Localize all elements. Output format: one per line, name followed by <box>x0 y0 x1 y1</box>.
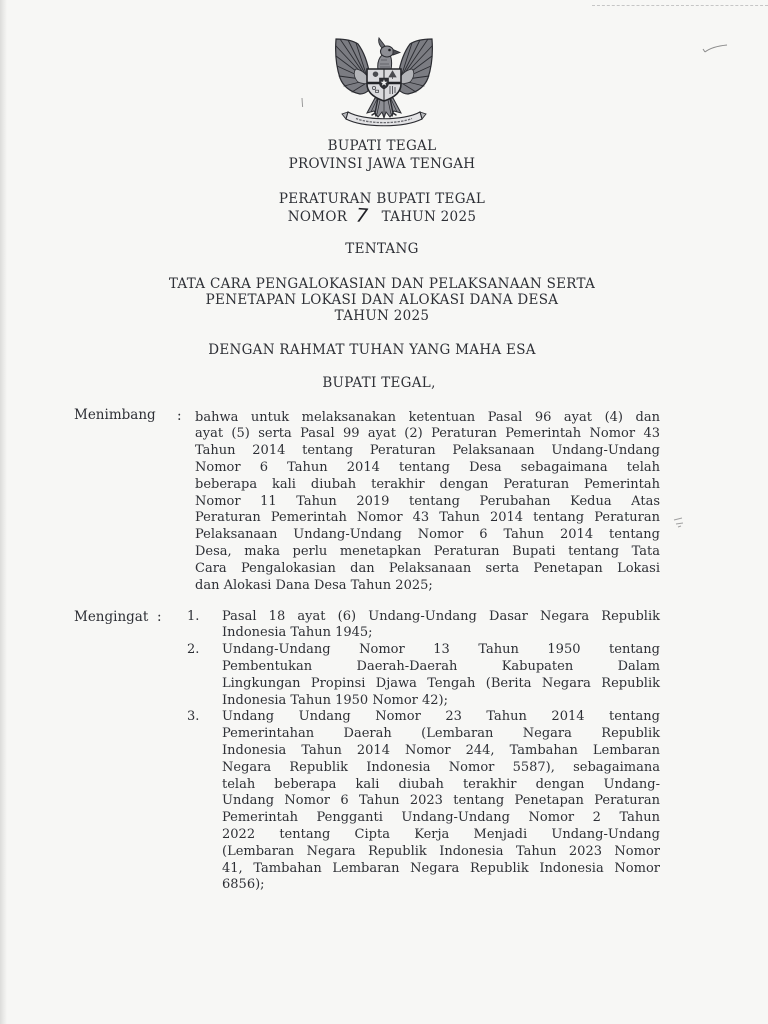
menimbang-line: Nomor 6 Tahun 2014 tentang Desa sebagaimana telah <box>195 459 660 475</box>
emblem-wing-left <box>336 39 370 94</box>
handwritten-number: 7 <box>355 204 370 228</box>
mengingat-line: Pemerintahan Daerah (Lembaran Negara Republik <box>222 726 660 742</box>
garuda-pancasila-emblem <box>334 36 434 128</box>
menimbang-line: Peraturan Pemerintah Nomor 43 Tahun 2014 tentang Peraturan <box>195 510 660 526</box>
scan-mark-side <box>672 514 686 530</box>
mengingat-line: Indonesia Tahun 1950 Nomor 42); <box>222 692 449 708</box>
mengingat-line: 41, Tambahan Lembaran Negara Republik Indonesia Nomor <box>222 860 660 876</box>
emblem-wing-right <box>398 39 432 94</box>
issuer: BUPATI TEGAL <box>327 138 437 154</box>
menimbang-paragraph <box>195 410 660 595</box>
item-text <box>222 609 660 643</box>
mengingat-line: Pemerintah Pengganti Undang-Undang Nomor 2 Tahun <box>222 810 660 826</box>
menimbang-colon: : <box>177 408 182 424</box>
item-text <box>222 642 660 709</box>
menimbang-line: dan Alokasi Dana Desa Tahun 2025; <box>195 577 433 593</box>
regulation-heading <box>0 191 768 228</box>
menimbang-label: Menimbang <box>74 407 156 423</box>
menimbang-line: Desa, maka perlu menetapkan Peraturan Bupati tentang Tata <box>195 543 660 559</box>
scan-mark-tick <box>700 40 730 56</box>
scan-mark-dot <box>299 97 305 109</box>
mengingat-line: (Lembaran Negara Republik Indonesia Tahun 2023 Nomor <box>222 843 660 859</box>
mengingat-line: Undang-Undang Nomor 13 Tahun 1950 tentang <box>222 642 660 658</box>
mengingat-line: Indonesia Tahun 1945; <box>222 625 373 641</box>
regulation-title <box>0 276 768 324</box>
year-label: TAHUN 2025 <box>381 209 477 225</box>
mengingat-line: Undang Nomor 6 Tahun 2023 tentang Penetapan Peraturan <box>222 793 660 809</box>
scan-mark-top <box>592 5 768 6</box>
menimbang-line: bahwa untuk melaksanakan ketentuan Pasal 96 ayat (4) dan <box>195 409 660 425</box>
menimbang-line: Nomor 11 Tahun 2019 tentang Perubahan Kedua Atas <box>195 493 660 509</box>
mengingat-line: Negara Republik Indonesia Nomor 5587), sebagaimana <box>222 759 660 775</box>
regulation-type: PERATURAN BUPATI TEGAL <box>278 191 486 207</box>
menimbang-line: Pelaksanaan Undang-Undang Nomor 6 Tahun 2014 tentang <box>195 527 660 543</box>
title-line: TATA CARA PENGALOKASIAN DAN PELAKSANAAN SERTA <box>168 276 596 292</box>
menimbang-line: ayat (5) serta Pasal 99 ayat (2) Peraturan Pemerintah Nomor 43 <box>195 426 660 442</box>
mengingat-line: 6856); <box>222 877 265 893</box>
emblem-neck-head <box>378 38 400 70</box>
mengingat-line: 2022 tentang Cipta Kerja Menjadi Undang-Undang <box>222 826 660 842</box>
item-number: 3. <box>187 709 200 725</box>
regulation-number-line <box>0 204 764 228</box>
mengingat-line: Lingkungan Propinsi Djawa Tengah (Berita Negara Republik <box>222 675 660 691</box>
menimbang-line: beberapa kali diubah terakhir dengan Peraturan Pemerintah <box>195 476 660 492</box>
emblem-shield <box>367 69 401 101</box>
title-line: TAHUN 2025 <box>334 308 430 324</box>
mengingat-item <box>187 642 660 709</box>
mengingat-line: Pembentukan Daerah-Daerah Kabupaten Dalam <box>222 658 660 674</box>
signatory: BUPATI TEGAL, <box>322 375 436 391</box>
mengingat-list <box>187 609 660 895</box>
menimbang-line: Cara Pengalokasian dan Pelaksanaan serta Penetapan Lokasi <box>195 560 660 576</box>
mengingat-item <box>187 709 660 894</box>
mengingat-colon: : <box>157 608 162 625</box>
item-text <box>222 709 660 894</box>
item-number: 1. <box>187 608 200 624</box>
preamble: DENGAN RAHMAT TUHAN YANG MAHA ESA <box>208 342 536 358</box>
mengingat-item <box>187 609 660 643</box>
mengingat-line: telah beberapa kali diubah terakhir dengan Undang- <box>222 776 660 792</box>
about-label: TENTANG <box>345 241 419 257</box>
number-label: NOMOR <box>287 209 348 225</box>
mengingat-label: Mengingat <box>74 608 149 625</box>
title-line: PENETAPAN LOKASI DAN ALOKASI DANA DESA <box>205 292 559 308</box>
province: PROVINSI JAWA TENGAH <box>288 156 476 172</box>
mengingat-line: Undang Undang Nomor 23 Tahun 2014 tentang <box>222 709 660 725</box>
item-number: 2. <box>187 642 200 658</box>
issuer-heading <box>0 137 768 173</box>
menimbang-line: Tahun 2014 tentang Peraturan Pelaksanaan Undang-Undang <box>195 443 660 459</box>
mengingat-line: Indonesia Tahun 2014 Nomor 244, Tambahan Lembaran <box>222 742 660 758</box>
mengingat-line: Pasal 18 ayat (6) Undang-Undang Dasar Negara Republik <box>222 608 660 624</box>
